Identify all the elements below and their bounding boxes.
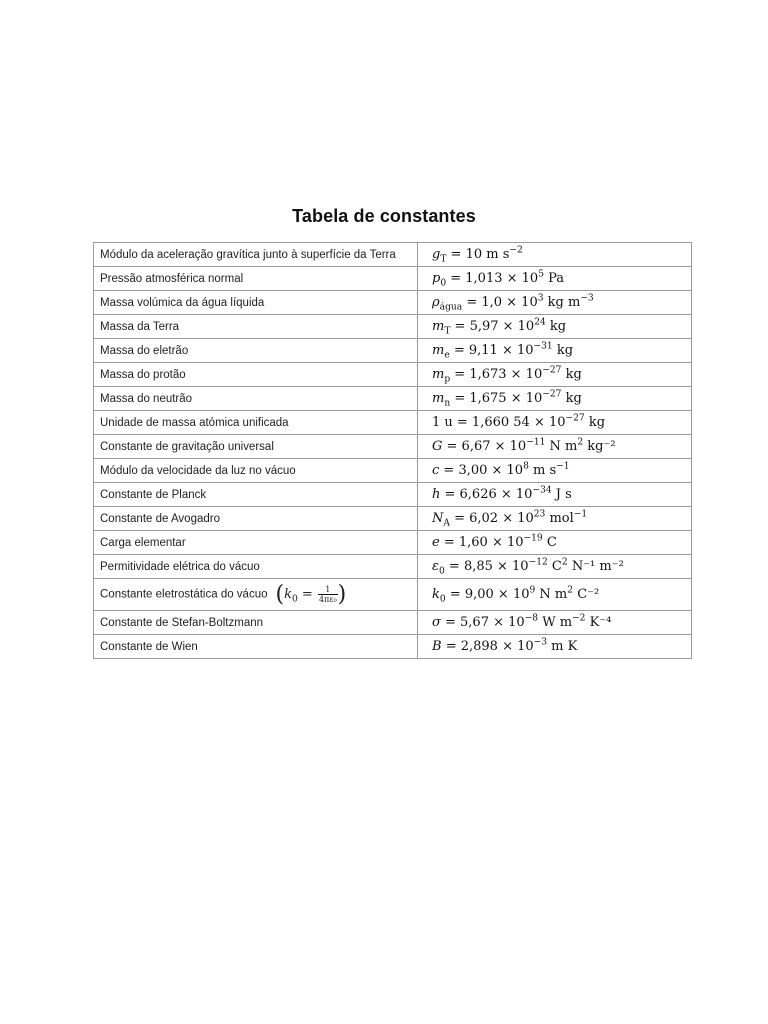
table-row: [94, 291, 692, 315]
table-row: [94, 483, 692, 507]
constant-value: $g_T = 10$ m $s^{-2}$: [418, 243, 692, 267]
table-row: [94, 339, 692, 363]
coulomb-formula: ($k_0$ = $\frac{1}{\text{4πε₀}}$ ): [275, 582, 347, 607]
table-row: [94, 555, 692, 579]
constant-value: $\varepsilon_0 = 8,85 \times 10^{-12}$ $C^2$ N⁻¹ m⁻²: [418, 555, 692, 579]
table-row: [94, 315, 692, 339]
constant-name: Constante de Wien: [94, 635, 418, 659]
constant-name: Constante de Planck: [94, 483, 418, 507]
table-row: [94, 243, 692, 267]
table-row: [94, 579, 692, 611]
constant-value: $G = 6,67 \times 10^{-11}$ N $m^2$ kg⁻²: [418, 435, 692, 459]
constant-name-text: Constante eletrostática do vácuo: [100, 588, 268, 601]
fraction: $\frac{1}{\text{4πε₀}}$: [318, 585, 337, 604]
constant-value: $c = 3,00 \times 10^8$ m $s^{-1}$: [418, 459, 692, 483]
constant-value: $m_n = 1,675 \times 10^{-27}$ kg: [418, 387, 692, 411]
constant-name: Unidade de massa atómica unificada: [94, 411, 418, 435]
constants-table: [93, 242, 692, 659]
table-row: [94, 363, 692, 387]
constant-value: $m_e = 9,11 \times 10^{-31}$ kg: [418, 339, 692, 363]
constant-value: $p_0 = 1,013 \times 10^5$ Pa: [418, 267, 692, 291]
table-row: [94, 387, 692, 411]
constant-name: Carga elementar: [94, 531, 418, 555]
constant-name: Massa do eletrão: [94, 339, 418, 363]
constant-value: $N_A = 6,02 \times 10^{23}$ mol$^{-1}$: [418, 507, 692, 531]
constant-name: Módulo da velocidade da luz no vácuo: [94, 459, 418, 483]
constant-name: Massa do protão: [94, 363, 418, 387]
constant-name: Massa volúmica da água líquida: [94, 291, 418, 315]
constant-name: Massa da Terra: [94, 315, 418, 339]
constant-value: 1 u = 1,660 $54 \times 10^{-27}$ kg: [418, 411, 692, 435]
table-row: [94, 435, 692, 459]
constant-name: Módulo da aceleração gravítica junto à superfície da Terra: [94, 243, 418, 267]
constant-name: Massa do neutrão: [94, 387, 418, 411]
table-row: [94, 611, 692, 635]
constant-name: Constante de Stefan-Boltzmann: [94, 611, 418, 635]
table-row: [94, 635, 692, 659]
table-row: [94, 507, 692, 531]
table-row: [94, 459, 692, 483]
constant-name: Constante de Avogadro: [94, 507, 418, 531]
constant-name: Permitividade elétrica do vácuo: [94, 555, 418, 579]
constant-value: $m_p = 1,673 \times 10^{-27}$ kg: [418, 363, 692, 387]
table-row: [94, 411, 692, 435]
table-row: [94, 267, 692, 291]
constant-name: Pressão atmosférica normal: [94, 267, 418, 291]
constant-value: $\sigma = 5,67 \times 10^{-8}$ W $m^{-2}$ K⁻⁴: [418, 611, 692, 635]
table-row: [94, 531, 692, 555]
constant-name: Constante de gravitação universal: [94, 435, 418, 459]
constant-value: $k_0 = 9,00 \times 10^9$ N $m^2$ C⁻²: [418, 579, 692, 611]
constant-value: $\rho_{água} = 1,0 \times 10^3$ kg $m^{-3}$: [418, 291, 692, 315]
constant-value: $e = 1,60 \times 10^{-19}$ C: [418, 531, 692, 555]
constant-value: $h = 6,626 \times 10^{-34}$ J s: [418, 483, 692, 507]
page-title: Tabela de constantes: [292, 206, 476, 226]
constant-value: $B = 2,898 \times 10^{-3}$ m K: [418, 635, 692, 659]
constant-name: [94, 579, 418, 611]
constant-value: $m_T = 5,97 \times 10^{24}$ kg: [418, 315, 692, 339]
